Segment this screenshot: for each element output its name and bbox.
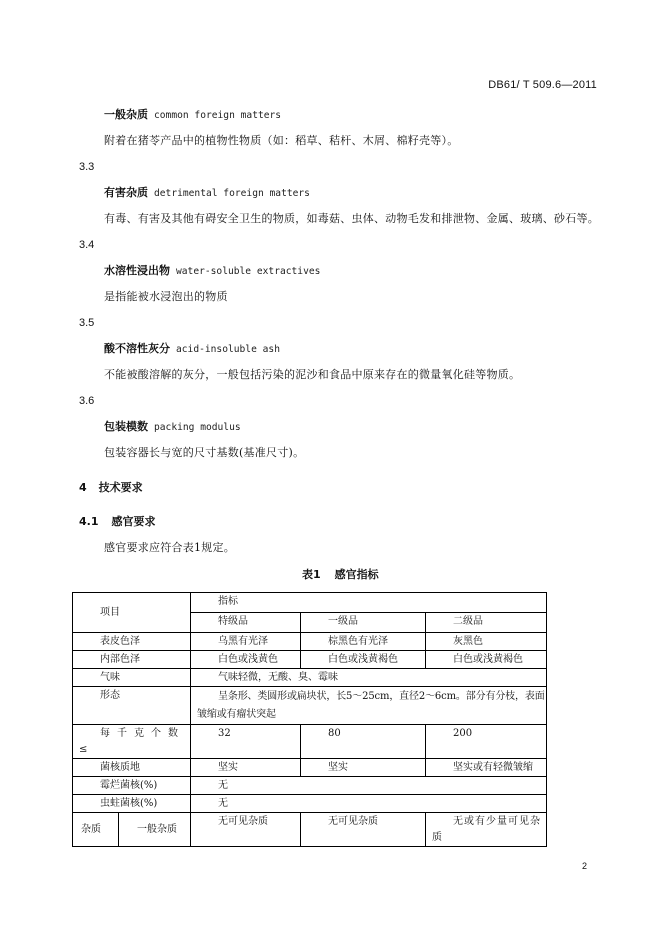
header-item: 项目 [73,593,191,633]
term-name-en: acid-insoluble ash [176,344,280,355]
term-heading [104,336,634,362]
cell-value: 200 [426,725,547,759]
cell-value: 白色或浅黄褐色 [301,651,426,669]
table-row [73,633,547,651]
row-item: 气味 [73,669,191,687]
table-caption [302,568,379,582]
section-heading-4 [79,481,143,495]
header-grade-special: 特级品 [191,613,301,633]
cell-value: 坚实 [191,759,301,777]
clause-number-row [79,154,634,180]
sensory-indicator-table [72,592,547,847]
section-number: 4 [79,481,87,494]
row-item: 表皮色泽 [73,633,191,651]
term-heading [104,102,634,128]
table-row [73,777,547,795]
clause-number-row [79,388,634,414]
section-heading-4-1 [79,515,156,529]
row-item: 每千克个数≤ [73,725,191,759]
cell-value: 灰黑色 [426,633,547,651]
term-name-cn: 一般杂质 [104,108,148,121]
row-item: 内部色泽 [73,651,191,669]
term-heading [104,180,634,206]
terms-definitions [79,102,634,466]
row-item: 一般杂质 [119,813,191,847]
table-row [73,651,547,669]
table-row [73,687,547,725]
cell-value: 乌黑有光泽 [191,633,301,651]
row-group: 杂质 [73,813,119,847]
cell-value: 80 [301,725,426,759]
term-definition: 有毒、有害及其他有碍安全卫生的物质，如毒菇、虫体、动物毛发和排泄物、金属、玻璃、砂石等。 [104,212,599,225]
term-definition: 不能被酸溶解的灰分，一般包括污染的泥沙和食品中原来存在的微量氧化硅等物质。 [104,368,521,381]
row-item: 形态 [73,687,191,725]
table-caption-number: 表1 [302,568,321,581]
term-definition: 是指能被水浸泡出的物质 [104,290,228,303]
document-code: DB61/ T 509.6—2011 [488,79,597,91]
section-4-1-text: 感官要求应符合表1规定。 [104,541,235,554]
cell-value: 32 [191,725,301,759]
header-grade-second: 二级品 [426,613,547,633]
header-grade-first: 一级品 [301,613,426,633]
header-indicator: 指标 [191,593,547,613]
cell-merged-value: 无 [191,777,547,795]
clause-number: 3.3 [79,161,95,173]
clause-number: 3.6 [79,395,95,407]
table-row [73,813,547,847]
table-header-row [73,593,547,613]
table-caption-title: 感官指标 [334,568,379,581]
section-title: 感官要求 [111,515,156,528]
term-name-cn: 水溶性浸出物 [104,264,170,277]
cell-value: 棕黑色有光泽 [301,633,426,651]
cell-value: 白色或浅黄色 [191,651,301,669]
cell-value: 坚实 [301,759,426,777]
cell-value: 坚实或有轻微皱缩 [426,759,547,777]
term-name-cn: 包装模数 [104,420,148,433]
cell-merged-value: 呈条形、类圆形或扁块状，长5～25cm，直径2～6cm。部分有分枝，表面皱缩或有瘤状突起 [191,687,547,725]
cell-value: 无可见杂质 [301,813,426,847]
clause-number-row [79,310,634,336]
cell-merged-value: 无 [191,795,547,813]
term-name-en: common foreign matters [154,110,282,121]
cell-value: 无可见杂质 [191,813,301,847]
term-name-en: water-soluble extractives [176,266,321,277]
table-row [73,669,547,687]
term-name-en: detrimental foreign matters [154,188,310,199]
term-name-en: packing modulus [154,422,241,433]
term-definition: 包装容器长与宽的尺寸基数(基准尺寸)。 [104,446,305,459]
page-number: 2 [582,861,588,871]
cell-value: 白色或浅黄褐色 [426,651,547,669]
clause-number: 3.4 [79,239,95,251]
row-item: 虫蛀菌核(%) [73,795,191,813]
clause-number-row [79,232,634,258]
row-item: 菌核质地 [73,759,191,777]
section-number: 4.1 [79,515,99,528]
clause-number: 3.5 [79,317,95,329]
term-heading [104,258,634,284]
cell-value: 无或有少量可见杂质 [426,813,547,847]
table-row [73,759,547,777]
cell-merged-value: 气味轻微，无酸、臭、霉味 [191,669,547,687]
term-name-cn: 有害杂质 [104,186,148,199]
table-row [73,725,547,759]
row-item: 霉烂菌核(%) [73,777,191,795]
term-name-cn: 酸不溶性灰分 [104,342,170,355]
term-heading [104,414,634,440]
term-definition: 附着在猪苓产品中的植物性物质（如：稻草、秸杆、木屑、棉籽壳等）。 [104,134,459,147]
table-row [73,795,547,813]
section-title: 技术要求 [98,481,143,494]
